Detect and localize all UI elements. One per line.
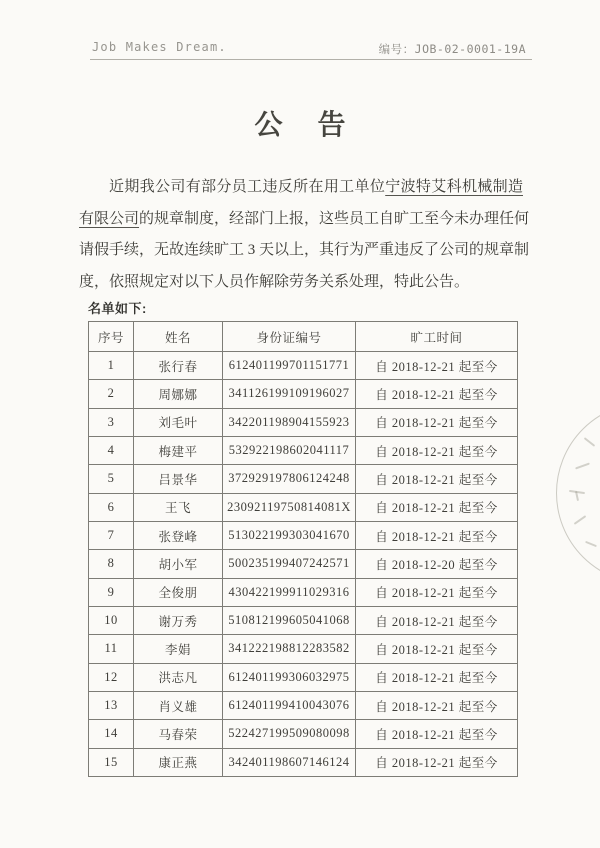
body-line-1 — [79, 172, 523, 204]
cell-id-number: 341222198812283582 — [223, 635, 356, 663]
cell-id-number: 612401199306032975 — [223, 663, 356, 691]
cell-absence-period: 自 2018-12-21 起至今 — [356, 691, 518, 719]
column-header-name: 姓名 — [134, 322, 223, 352]
cell-index: 3 — [89, 408, 134, 436]
table-row — [89, 691, 518, 719]
table-row — [89, 606, 518, 634]
cell-id-number: 522427199509080098 — [223, 720, 356, 748]
cell-index: 1 — [89, 352, 134, 380]
cell-absence-period: 自 2018-12-21 起至今 — [356, 720, 518, 748]
seal-mark — [584, 437, 595, 447]
cell-id-number: 612401199701151771 — [223, 352, 356, 380]
cell-index: 4 — [89, 436, 134, 464]
cell-id-number: 430422199911029316 — [223, 578, 356, 606]
column-header-period: 旷工时间 — [356, 322, 518, 352]
table-body — [89, 352, 518, 777]
cell-name: 肖义雄 — [134, 691, 223, 719]
seal-mark — [574, 515, 587, 525]
cell-index: 15 — [89, 748, 134, 776]
table-row — [89, 493, 518, 521]
cell-index: 8 — [89, 550, 134, 578]
cell-index: 12 — [89, 663, 134, 691]
page-title: 公 告 — [254, 110, 360, 141]
cell-name: 刘毛叶 — [134, 408, 223, 436]
cell-name: 康正燕 — [134, 748, 223, 776]
cell-absence-period: 自 2018-12-20 起至今 — [356, 550, 518, 578]
cell-name: 谢万秀 — [134, 606, 223, 634]
table-row — [89, 408, 518, 436]
body-line-3: 请假手续，无故连续旷工 3 天以上，其行为严重违反了公司的规章制 — [79, 242, 530, 258]
table-row — [89, 465, 518, 493]
cell-index: 11 — [89, 635, 134, 663]
cell-id-number: 342401198607146124 — [223, 748, 356, 776]
cell-absence-period: 自 2018-12-21 起至今 — [356, 635, 518, 663]
cell-name: 王飞 — [134, 493, 223, 521]
cell-index: 2 — [89, 380, 134, 408]
seal-mark — [575, 462, 590, 469]
cell-id-number: 372929197806124248 — [223, 465, 356, 493]
table-header-row — [89, 322, 518, 352]
cell-name: 梅建平 — [134, 436, 223, 464]
cell-index: 5 — [89, 465, 134, 493]
cell-id-number: 612401199410043076 — [223, 691, 356, 719]
body-text: 近期我公司有部分员工违反所在用工单位 — [109, 179, 386, 195]
header-doc-number: 编号：JOB-02-0001-19A — [378, 42, 526, 56]
table-row — [89, 663, 518, 691]
cell-name: 马春荣 — [134, 720, 223, 748]
cell-absence-period: 自 2018-12-21 起至今 — [356, 493, 518, 521]
body-line-4: 度，依照规定对以下人员作解除劳务关系处理，特此公告。 — [79, 273, 470, 290]
cell-absence-period: 自 2018-12-21 起至今 — [356, 352, 518, 380]
cell-absence-period: 自 2018-12-21 起至今 — [356, 606, 518, 634]
cell-absence-period: 自 2018-12-21 起至今 — [356, 380, 518, 408]
cell-index: 13 — [89, 691, 134, 719]
cell-absence-period: 自 2018-12-21 起至今 — [356, 436, 518, 464]
cell-index: 14 — [89, 720, 134, 748]
cell-index: 7 — [89, 521, 134, 549]
table-row — [89, 720, 518, 748]
cell-name: 胡小军 — [134, 550, 223, 578]
cell-absence-period: 自 2018-12-21 起至今 — [356, 465, 518, 493]
table-row — [89, 352, 518, 380]
cell-id-number: 342201198904155923 — [223, 408, 356, 436]
table-row — [89, 521, 518, 549]
table-row — [89, 550, 518, 578]
cell-absence-period: 自 2018-12-21 起至今 — [356, 521, 518, 549]
company-name-part2: 有限公司 — [79, 210, 140, 227]
cell-absence-period: 自 2018-12-21 起至今 — [356, 663, 518, 691]
column-header-index: 序号 — [89, 322, 134, 352]
seal-mark — [585, 541, 597, 547]
list-label: 名单如下: — [88, 301, 147, 316]
column-header-id: 身份证编号 — [223, 322, 356, 352]
cell-id-number: 23092119750814081X — [223, 493, 356, 521]
table-row — [89, 635, 518, 663]
cell-name: 张行春 — [134, 352, 223, 380]
cell-name: 洪志凡 — [134, 663, 223, 691]
cell-id-number: 510812199605041068 — [223, 606, 356, 634]
cell-absence-period: 自 2018-12-21 起至今 — [356, 578, 518, 606]
table-row — [89, 578, 518, 606]
cell-name: 吕景华 — [134, 465, 223, 493]
cell-name: 全俊朋 — [134, 578, 223, 606]
header-divider — [90, 59, 532, 60]
header-slogan: Job Makes Dream. — [92, 40, 227, 54]
cell-id-number: 500235199407242571 — [223, 550, 356, 578]
cell-index: 6 — [89, 493, 134, 521]
company-name-part1: 宁波特艾科机械制造 — [385, 179, 523, 195]
table-row — [89, 380, 518, 408]
absence-table — [88, 321, 518, 777]
body-text: 的规章制度，经部门上报，这些员工自旷工至今未办理任何 — [139, 210, 530, 227]
cell-absence-period: 自 2018-12-21 起至今 — [356, 408, 518, 436]
cell-index: 9 — [89, 578, 134, 606]
cell-id-number: 513022199303041670 — [223, 521, 356, 549]
table-row — [89, 436, 518, 464]
cell-id-number: 341126199109196027 — [223, 380, 356, 408]
table-row — [89, 748, 518, 776]
cell-id-number: 532922198602041117 — [223, 436, 356, 464]
cell-name: 张登峰 — [134, 521, 223, 549]
seal-stamp — [556, 402, 600, 584]
cell-absence-period: 自 2018-12-21 起至今 — [356, 748, 518, 776]
body-line-2 — [79, 204, 530, 236]
notice-body — [79, 172, 530, 298]
cell-name: 李娟 — [134, 635, 223, 663]
cell-index: 10 — [89, 606, 134, 634]
cell-name: 周娜娜 — [134, 380, 223, 408]
